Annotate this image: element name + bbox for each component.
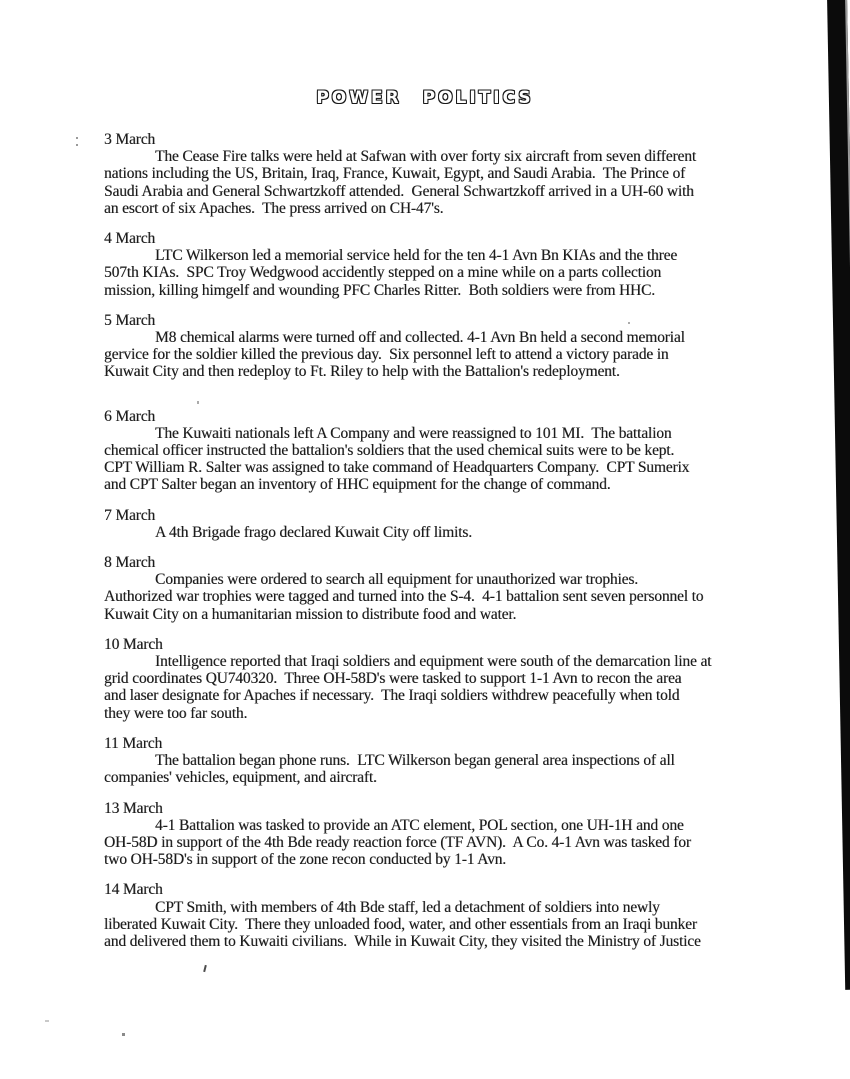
journal-entry: [104, 312, 804, 381]
entry-date: 14 March: [104, 881, 163, 899]
paragraph-line: and CPT Salter began an inventory of HHC equipment for the change of command.: [104, 476, 611, 494]
scan-speck: [203, 965, 207, 972]
paragraph-line: The Cease Fire talks were held at Safwan with over forty six aircraft from seven different: [155, 148, 696, 166]
journal-entry: [104, 735, 804, 787]
paragraph-line: Companies were ordered to search all equipment for unauthorized war trophies.: [155, 571, 638, 589]
entry-paragraph: [104, 425, 804, 494]
entry-paragraph: [104, 899, 804, 951]
journal-entry: [104, 230, 804, 299]
entry-date: 3 March: [104, 131, 156, 148]
entry-date: 5 March: [104, 311, 156, 329]
scan-speck: [76, 137, 78, 139]
journal-entry: [104, 881, 804, 950]
entry-date: 4 March: [104, 230, 156, 248]
paragraph-line: Kuwait City on a humanitarian mission to distribute food and water.: [104, 605, 517, 623]
scan-speck: [628, 322, 630, 324]
entry-date: 8 March: [104, 554, 156, 572]
paragraph-line: grid coordinates QU740320. Three OH-58D's were tasked to support 1-1 Avn to recon the area: [104, 670, 682, 688]
journal-entry: [104, 131, 804, 217]
paragraph-line: The battalion began phone runs. LTC Wilkerson began general area inspections of all: [155, 752, 675, 770]
entry-paragraph: [104, 653, 804, 722]
paragraph-line: A 4th Brigade frago declared Kuwait City off limits.: [155, 523, 472, 541]
entry-date: 13 March: [104, 799, 163, 817]
entry-paragraph: [104, 247, 804, 299]
journal-entry: [104, 408, 804, 494]
entry-date: 11 March: [104, 734, 163, 752]
document-title: POWER POLITICS: [316, 88, 534, 108]
entry-date: 10 March: [104, 635, 163, 653]
paragraph-line: OH-58D in support of the 4th Bde ready reaction force (TF AVN). A Co. 4-1 Avn was tasked for: [104, 833, 691, 851]
paragraph-line: mission, killing himgelf and wounding PFC Charles Ritter. Both soldiers were from HHC.: [104, 281, 655, 299]
paragraph-line: an escort of six Apaches. The press arrived on CH-47's.: [104, 199, 444, 217]
scan-speck: [45, 1020, 49, 1022]
entry-paragraph: [104, 148, 804, 217]
journal-entry: [104, 507, 804, 541]
paragraph-line: chemical officer instructed the battalion's soldiers that the used chemical suits were to be kept.: [104, 442, 675, 460]
paragraph-line: and delivered them to Kuwaiti civilians. While in Kuwait City, they visited the Ministry of Justice: [104, 932, 701, 950]
entry-date: 7 March: [104, 506, 156, 524]
journal-entry: [104, 800, 804, 869]
entry-paragraph: [104, 817, 804, 869]
journal-entry: [104, 554, 804, 623]
paragraph-line: companies' vehicles, equipment, and aircraft.: [104, 769, 377, 787]
entry-paragraph: [104, 329, 804, 381]
paragraph-line: Intelligence reported that Iraqi soldiers and equipment were south of the demarcation line at: [155, 653, 712, 671]
scan-speck: [76, 144, 78, 146]
paragraph-line: M8 chemical alarms were turned off and collected. 4-1 Avn Bn held a second memorial: [155, 329, 685, 347]
entry-paragraph: [104, 524, 804, 541]
paragraph-line: LTC Wilkerson led a memorial service held for the ten 4-1 Avn Bn KIAs and the three: [155, 247, 678, 265]
paragraph-line: nations including the US, Britain, Iraq, France, Kuwait, Egypt, and Saudi Arabia. The Prince of: [104, 165, 686, 183]
paragraph-line: they were too far south.: [104, 704, 248, 722]
paragraph-line: 507th KIAs. SPC Troy Wedgwood accidently stepped on a mine while on a parts collection: [104, 264, 662, 282]
entries: [104, 131, 804, 963]
paragraph-line: liberated Kuwait City. There they unloaded food, water, and other essentials from an Iraqi bunker: [104, 915, 697, 933]
paragraph-line: two OH-58D's in support of the zone recon conducted by 1-1 Avn.: [104, 851, 506, 869]
paragraph-line: The Kuwaiti nationals left A Company and were reassigned to 101 MI. The battalion: [155, 424, 672, 442]
entry-date: 6 March: [104, 407, 156, 425]
paragraph-line: 4-1 Battalion was tasked to provide an ATC element, POL section, one UH-1H and one: [155, 816, 684, 834]
entry-paragraph: [104, 752, 804, 786]
scan-edge-artifact: [827, 0, 850, 990]
entry-paragraph: [104, 571, 804, 623]
paragraph-line: Saudi Arabia and General Schwartzkoff attended. General Schwartzkoff arrived in a UH-60 with: [104, 182, 694, 200]
journal-entry: [104, 636, 804, 722]
paragraph-line: CPT Smith, with members of 4th Bde staff, led a detachment of soldiers into newly: [155, 898, 660, 916]
paragraph-line: gervice for the soldier killed the previous day. Six personnel left to attend a victory parade in: [104, 346, 669, 364]
paragraph-line: CPT William R. Salter was assigned to take command of Headquarters Company. CPT Sumerix: [104, 459, 690, 477]
paragraph-line: Kuwait City and then redeploy to Ft. Riley to help with the Battalion's redeployment.: [104, 363, 620, 381]
scan-speck: [197, 401, 199, 404]
paragraph-line: Authorized war trophies were tagged and turned into the S-4. 4-1 battalion sent seven personnel to: [104, 588, 704, 606]
scan-speck: [122, 1033, 125, 1036]
paragraph-line: and laser designate for Apaches if necessary. The Iraqi soldiers withdrew peacefully when told: [104, 687, 680, 705]
